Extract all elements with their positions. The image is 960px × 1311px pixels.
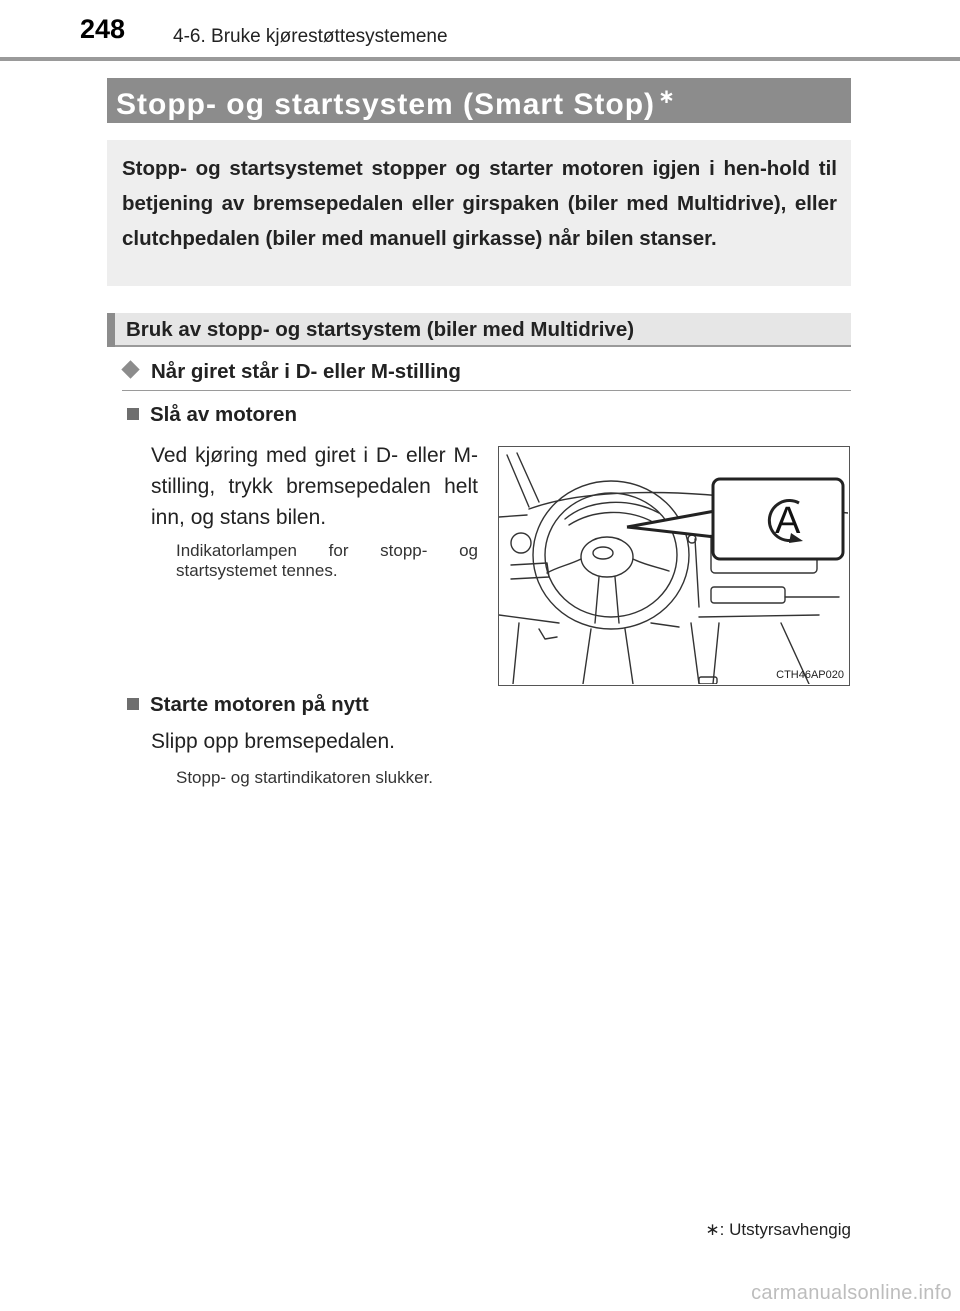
callout-label: A	[775, 500, 801, 542]
dashboard-drawing	[499, 447, 848, 684]
restart-engine-heading	[127, 693, 369, 717]
chapter-title: 4-6. Bruke kjørestøttesystemene	[173, 26, 448, 47]
square-bullet-icon	[127, 698, 139, 710]
stop-engine-heading-text: Slå av motoren	[150, 403, 297, 426]
diamond-heading-text: Når giret står i D- eller M-stilling	[151, 360, 461, 383]
header-rule	[0, 57, 960, 61]
page-title	[116, 84, 676, 122]
stop-engine-heading	[127, 403, 297, 427]
watermark: carmanualsonline.info	[751, 1282, 952, 1304]
dashboard-illustration	[498, 446, 850, 686]
stop-engine-body: Ved kjøring med giret i D- eller M-stilling, trykk bremsepedalen helt inn, og stans bilen.	[151, 444, 478, 529]
square-bullet-icon	[127, 408, 139, 420]
restart-engine-body: Slipp opp bremsepedalen.	[151, 730, 396, 753]
diamond-heading	[122, 358, 851, 391]
subsection-header	[107, 313, 851, 347]
optional-equipment-mark: ∗	[658, 86, 676, 108]
intro-text: Stopp- og startsystemet stopper og starter motoren igjen i hen-hold til betjening av bremsepedalen eller girspaken (biler med Multidrive), eller clutchpedalen (biler med manuell girkasse) når bilen stanser.	[122, 157, 837, 250]
title-banner	[107, 78, 851, 123]
subsection-bar	[107, 313, 115, 347]
figure-code: CTH46AP020	[776, 669, 844, 681]
footnote: ∗: Utstyrsavhengig	[705, 1220, 851, 1239]
page-number: 248	[80, 14, 126, 44]
page-title-text: Stopp- og startsystem (Smart Stop)	[116, 88, 656, 121]
stop-engine-note: Indikatorlampen for stopp- og startsystemet tennes.	[176, 541, 478, 580]
intro-box	[107, 140, 851, 286]
subsection-title: Bruk av stopp- og startsystem (biler med Multidrive)	[126, 318, 635, 341]
diamond-icon	[121, 360, 139, 378]
restart-engine-heading-text: Starte motoren på nytt	[150, 693, 369, 716]
restart-engine-note: Stopp- og startindikatoren slukker.	[176, 768, 434, 787]
